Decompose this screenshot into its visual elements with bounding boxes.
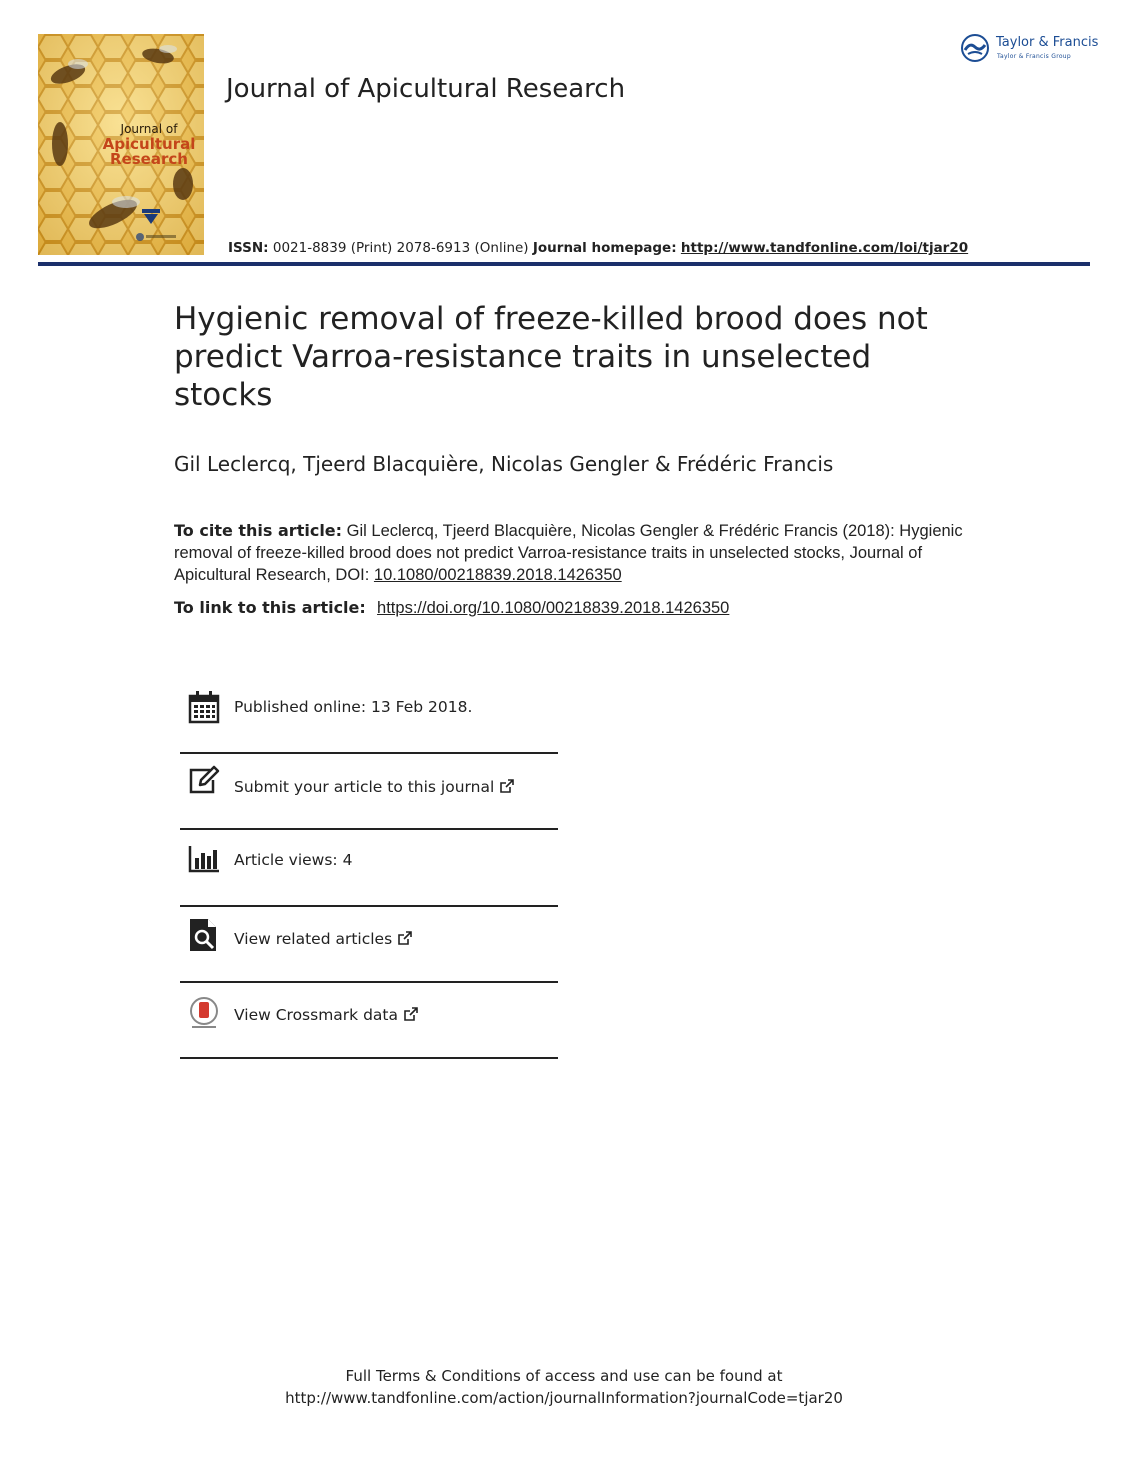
external-link-icon: [398, 931, 412, 945]
crossmark-row[interactable]: [180, 984, 558, 1060]
article-authors: Gil Leclercq, Tjeerd Blacquière, Nicolas Gengler & Frédéric Francis: [174, 452, 834, 476]
issn-line: [228, 240, 968, 256]
views-row: [180, 832, 558, 908]
citation-block: [174, 520, 974, 586]
cover-title: [94, 122, 204, 167]
publisher-name: Taylor & Francis: [996, 35, 1099, 50]
row-divider: [180, 752, 558, 754]
row-divider: [180, 905, 558, 907]
homepage-label: Journal homepage:: [532, 240, 677, 256]
edit-icon: [188, 764, 220, 798]
journal-title: Journal of Apicultural Research: [226, 74, 626, 104]
published-date: Published online: 13 Feb 2018.: [234, 698, 473, 716]
crossmark-link[interactable]: [234, 1006, 418, 1024]
related-label: View related articles: [234, 930, 393, 948]
issn-values: 0021-8839 (Print) 2078-6913 (Online): [272, 240, 529, 256]
homepage-link[interactable]: http://www.tandfonline.com/loi/tjar20: [680, 240, 969, 256]
related-row[interactable]: [180, 908, 558, 984]
cite-label: To cite this article:: [174, 521, 343, 540]
cover-title-line2: Apicultural: [102, 135, 196, 153]
submit-label: Submit your article to this journal: [234, 778, 495, 796]
related-articles-link[interactable]: [234, 930, 412, 948]
crossmark-icon: [188, 996, 220, 1030]
publisher-logo[interactable]: [960, 33, 1099, 65]
published-row: [180, 680, 558, 756]
footer-line1: Full Terms & Conditions of access and use can be found at: [345, 1367, 783, 1385]
external-link-icon: [404, 1007, 418, 1021]
publisher-subname: Taylor & Francis Group: [997, 53, 1072, 60]
cite-doi-link[interactable]: 10.1080/00218839.2018.1426350: [373, 566, 622, 584]
row-divider: [180, 981, 558, 983]
cover-title-line3: Research: [110, 150, 188, 168]
article-views: Article views: 4: [234, 851, 353, 869]
publisher-logo-icon: [960, 33, 990, 63]
external-link-icon: [500, 779, 514, 793]
journal-cover-image: [38, 34, 204, 255]
article-title: Hygienic removal of freeze-killed brood does not predict Varroa-resistance traits in unselected stocks: [174, 301, 928, 413]
article-link-line: [174, 598, 729, 618]
header-divider: [38, 262, 1090, 266]
article-doi-link[interactable]: https://doi.org/10.1080/00218839.2018.1426350: [377, 599, 730, 617]
link-label: To link to this article:: [174, 598, 366, 617]
footer-terms-link[interactable]: http://www.tandfonline.com/action/journalInformation?journalCode=tjar20: [285, 1389, 843, 1407]
cite-text: Gil Leclercq, Tjeerd Blacquière, Nicolas Gengler & Frédéric Francis (2018): Hygienic removal of freeze-killed brood does not predict Varroa-resistance traits in unselected stocks, Journal of Apicultural Research, DOI:: [174, 522, 963, 584]
bar-chart-icon: [188, 842, 220, 876]
issn-label: ISSN:: [228, 240, 269, 256]
submit-article-link[interactable]: [234, 778, 514, 796]
submit-row[interactable]: [180, 756, 558, 832]
cover-title-line1: Journal of: [120, 122, 178, 136]
crossmark-label: View Crossmark data: [234, 1006, 398, 1024]
document-search-icon: [188, 918, 220, 952]
footer-terms: [0, 1365, 1128, 1409]
calendar-icon: [188, 690, 220, 724]
row-divider: [180, 1057, 558, 1059]
row-divider: [180, 828, 558, 830]
